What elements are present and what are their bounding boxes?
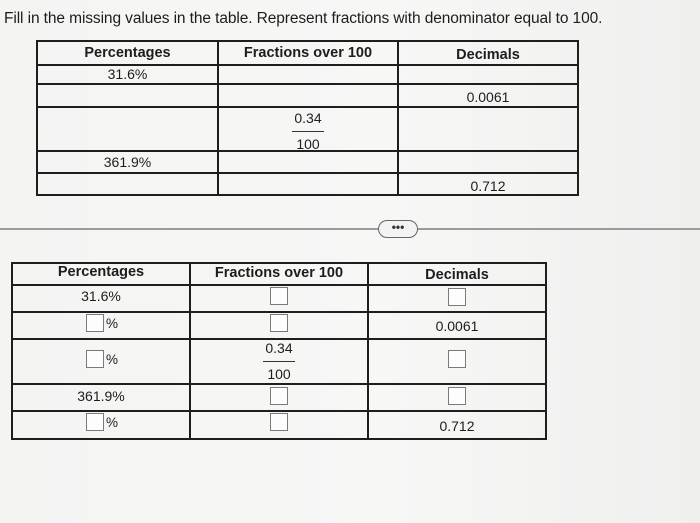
fraction-bar — [292, 131, 324, 132]
r2-fraction-input[interactable] — [270, 314, 288, 332]
top-r3-fraction — [219, 110, 397, 152]
top-r4-percent: 361.9% — [103, 154, 152, 170]
bottom-r2-decimal: 0.0061 — [435, 318, 479, 334]
more-button[interactable]: ••• — [378, 220, 418, 238]
bottom-r3-fraction — [191, 340, 367, 382]
bottom-r1-percent: 31.6% — [81, 288, 121, 304]
bottom-r5-decimal: 0.712 — [439, 418, 475, 434]
top-header-percentages: Percentages — [84, 45, 171, 61]
fraction-bar — [263, 361, 295, 362]
bottom-header-decimals: Decimals — [425, 267, 489, 283]
section-divider — [0, 228, 700, 230]
r4-fraction-input[interactable] — [270, 387, 288, 405]
top-r3-denominator: 100 — [296, 136, 320, 152]
top-r1-percent: 31.6% — [107, 66, 148, 82]
r5-percent-input[interactable] — [86, 413, 104, 431]
top-r2-decimal: 0.0061 — [466, 89, 510, 105]
r1-fraction-input[interactable] — [270, 287, 288, 305]
r3-percent-input[interactable] — [86, 350, 104, 368]
r3-percent-sign: % — [106, 352, 119, 367]
r5-fraction-input[interactable] — [270, 413, 288, 431]
r3-decimal-input[interactable] — [448, 350, 466, 368]
bottom-r3-denominator: 100 — [267, 366, 291, 382]
instruction-text: Fill in the missing values in the table. Represent fractions with denominator equal to 100. — [4, 10, 603, 27]
r5-percent-sign: % — [106, 415, 119, 430]
bottom-header-percentages: Percentages — [57, 264, 145, 280]
top-r5-decimal: 0.712 — [470, 178, 506, 194]
r2-percent-input[interactable] — [86, 314, 104, 332]
bottom-r3-numerator: 0.34 — [265, 340, 293, 356]
top-r3-numerator: 0.34 — [294, 110, 322, 126]
r2-percent-sign: % — [106, 316, 119, 331]
top-header-decimals: Decimals — [456, 47, 520, 63]
bottom-header-fractions: Fractions over 100 — [214, 265, 344, 281]
bottom-r4-percent: 361.9% — [77, 388, 125, 404]
top-header-fractions: Fractions over 100 — [243, 45, 373, 61]
r1-decimal-input[interactable] — [448, 288, 466, 306]
r4-decimal-input[interactable] — [448, 387, 466, 405]
